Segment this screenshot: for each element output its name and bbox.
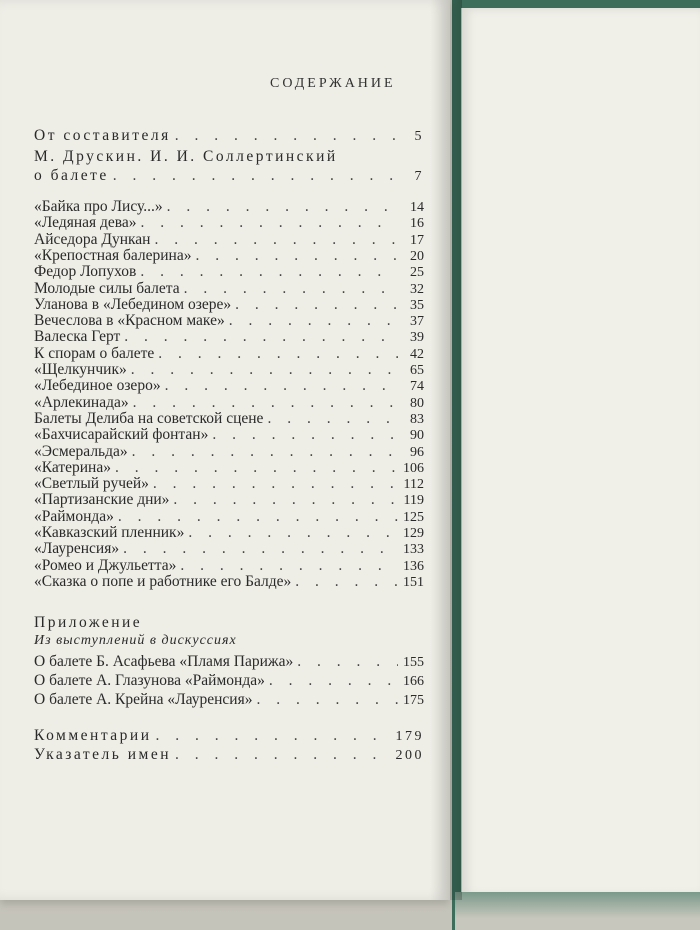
- toc-entry-title: М. Друскин. И. И. Соллертинский: [34, 148, 338, 165]
- appendix-subheading: Из выступлений в дискуссиях: [34, 633, 237, 648]
- toc-entry: [34, 572, 424, 592]
- toc-entry-title: Федор Лопухов: [34, 263, 137, 281]
- toc-entry-page: 106: [403, 460, 424, 476]
- toc-entry-title: «Эсмеральда»: [34, 442, 128, 460]
- leader-dots: [297, 652, 398, 672]
- toc-entry-page: 37: [410, 314, 424, 330]
- spine-shadow: [430, 0, 462, 900]
- right-page: [461, 8, 700, 896]
- toc-entry-title: О балете Б. Асафьева «Пламя Парижа»: [34, 653, 294, 670]
- toc-entry: [34, 726, 424, 746]
- toc-entry-page: 7: [414, 169, 424, 184]
- leader-dots: [256, 690, 398, 710]
- toc-entry-title: Валеска Герт: [34, 328, 121, 346]
- toc-entry-page: 166: [403, 674, 424, 689]
- toc-entry-title: «Светлый ручей»: [34, 475, 149, 493]
- toc-entry-title: о балете: [34, 167, 109, 184]
- leader-dots: [175, 126, 398, 146]
- toc-entry-title: Вечеслова в «Красном маке»: [34, 312, 225, 330]
- toc-entry-page: 96: [410, 444, 424, 460]
- toc-entry-title: «Ледяная дева»: [34, 214, 137, 232]
- toc-entry-page: 25: [410, 265, 424, 281]
- toc-entry-page: 155: [403, 655, 424, 670]
- toc-entry-title: «Крепостная балерина»: [34, 246, 192, 264]
- toc-entry-title: Указатель имен: [34, 746, 171, 763]
- leader-dots: [175, 745, 392, 765]
- toc-entry-title: Уланова в «Лебедином озере»: [34, 295, 232, 313]
- toc-entry-page: 14: [410, 200, 424, 215]
- toc-entry-page: 129: [403, 526, 424, 541]
- toc-entry-page: 90: [410, 428, 424, 444]
- toc-entry: [34, 671, 424, 691]
- toc-entry-page: 119: [403, 493, 424, 509]
- toc-entry-page: 17: [410, 232, 424, 248]
- leader-dots: [269, 671, 398, 691]
- toc-entry-title: «Лауренсия»: [34, 540, 120, 558]
- toc-entry-page: 42: [410, 346, 424, 362]
- toc-entry: [34, 652, 424, 672]
- toc-entry-page: 83: [410, 411, 424, 427]
- toc-entry-title: «Арлекинада»: [34, 393, 129, 411]
- toc-entry-title: Балеты Делиба на советской сцене: [34, 409, 264, 427]
- toc-entry-page: 125: [403, 509, 424, 525]
- toc-entry-page: 65: [410, 363, 424, 378]
- toc-entry-title: К спорам о балете: [34, 344, 155, 362]
- toc-entry-title: Молодые силы балета: [34, 279, 180, 297]
- toc-entry: [34, 745, 424, 765]
- toc-entry-page: 80: [410, 395, 424, 411]
- leader-dots: [295, 572, 398, 592]
- toc-entry-title: Айседора Дункан: [34, 230, 151, 248]
- toc-entry-title: О балете А. Крейна «Лауренсия»: [34, 691, 253, 708]
- toc-entry-title: «Катерина»: [34, 458, 111, 476]
- toc-entry: [34, 166, 424, 186]
- toc-entry-page: 200: [395, 748, 424, 763]
- toc-entry-title: Комментарии: [34, 727, 152, 744]
- toc-entry-page: 151: [403, 574, 424, 590]
- toc-entry-page: 175: [403, 693, 424, 708]
- toc-entry-page: 74: [410, 379, 424, 395]
- toc-entry-page: 35: [410, 297, 424, 313]
- toc-entry-page: 5: [414, 129, 424, 144]
- toc-entry-title: «Сказка о попе и работнике его Балде»: [34, 572, 292, 590]
- cover-bottom-edge: [455, 892, 700, 930]
- toc-entry-page: 179: [395, 729, 424, 744]
- toc-entry-title: «Ромео и Джульетта»: [34, 556, 177, 574]
- toc-entry-title: «Щелкунчик»: [34, 361, 127, 378]
- toc-entry-page: 20: [410, 248, 424, 264]
- toc-entry-title: «Кавказский пленник»: [34, 524, 185, 541]
- toc-entry-title: «Партизанские дни»: [34, 491, 170, 509]
- toc-entry-page: 133: [403, 542, 424, 558]
- toc-entry-title: «Байка про Лису...»: [34, 198, 163, 215]
- toc-entry-title: «Бахчисарайский фонтан»: [34, 426, 209, 444]
- appendix-heading: Приложение: [34, 614, 143, 631]
- toc-entry-page: 112: [403, 477, 424, 493]
- leader-dots: [156, 726, 392, 746]
- toc-entry-page: 16: [410, 216, 424, 232]
- page-title: СОДЕРЖАНИЕ: [270, 76, 396, 91]
- toc-entry-title: О балете А. Глазунова «Раймонда»: [34, 672, 265, 689]
- toc-entry-page: 39: [410, 330, 424, 346]
- toc-entry: [34, 690, 424, 710]
- toc-entry-page: 32: [410, 281, 424, 297]
- toc-entry-title: «Раймонда»: [34, 507, 114, 525]
- toc-entry-title: «Лебединое озеро»: [34, 377, 161, 395]
- toc-entry-page: 136: [403, 558, 424, 574]
- leader-dots: [113, 166, 398, 186]
- toc-entry: [34, 126, 424, 146]
- toc-entry-title: От составителя: [34, 127, 171, 144]
